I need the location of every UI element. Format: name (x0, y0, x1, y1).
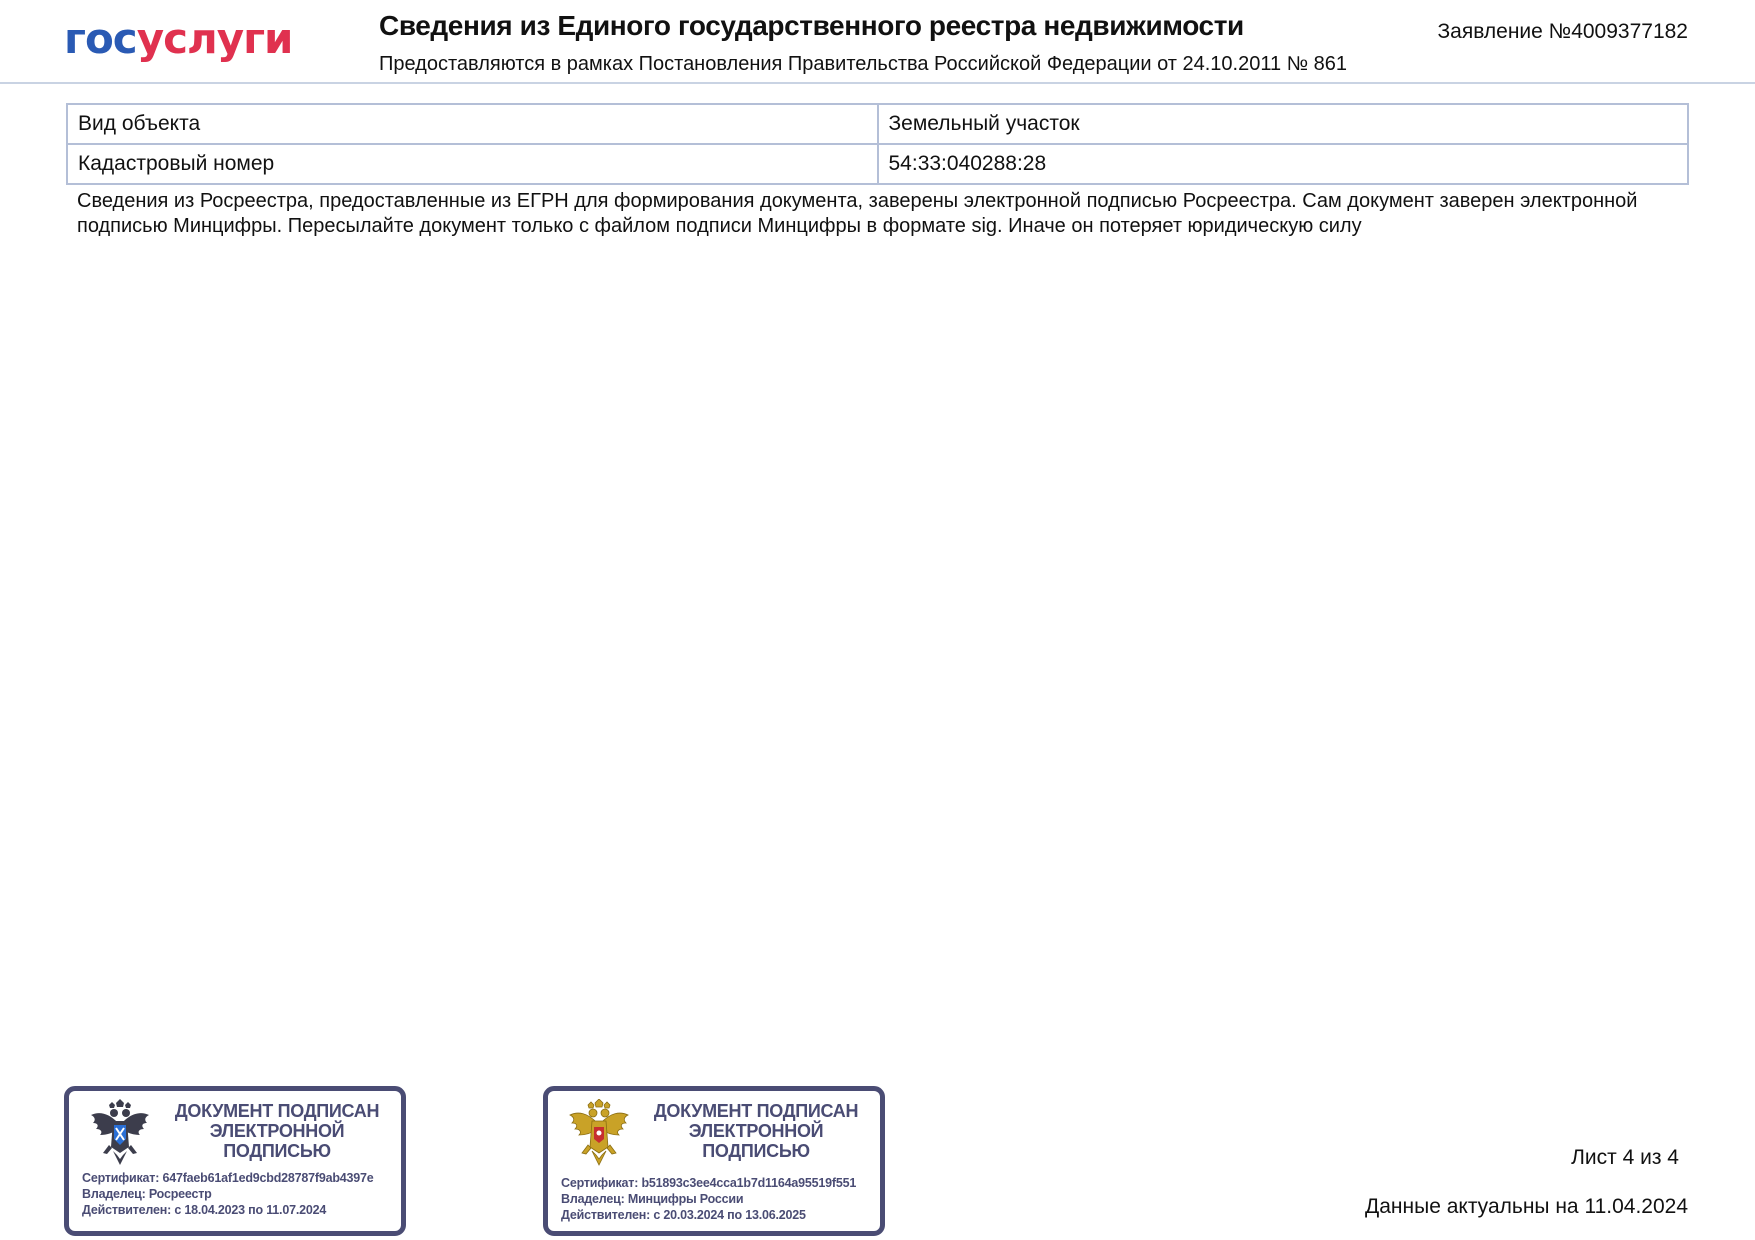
stamp-details (561, 1175, 856, 1223)
signature-stamp-rosreestr (64, 1086, 406, 1236)
stamp-owner: Владелец: Минцифры России (561, 1192, 744, 1206)
stamp-title: ДОКУМЕНТ ПОДПИСАН ЭЛЕКТРОННОЙ ПОДПИСЬЮ (174, 1101, 380, 1161)
russian-coat-of-arms-icon (566, 1099, 632, 1169)
stamp-validity: Действителен: с 20.03.2024 по 13.06.2025 (561, 1208, 806, 1222)
logo-part-gos: гос (64, 14, 137, 63)
stamp-certificate: Сертификат: 647faeb61af1ed9cbd28787f9ab4397e (82, 1171, 374, 1185)
table-cell-label: Кадастровый номер (67, 144, 878, 184)
document-header (0, 0, 1755, 84)
table-cell-label: Вид объекта (67, 104, 878, 144)
data-actual-date: Данные актуальны на 11.04.2024 (1365, 1195, 1688, 1218)
stamp-details (82, 1170, 374, 1218)
table-cell-value: 54:33:040288:28 (878, 144, 1689, 184)
stamp-certificate: Сертификат: b51893c3ee4cca1b7d1164a95519f551 (561, 1176, 857, 1190)
table-row (67, 144, 1688, 184)
signature-stamp-mintsifry (543, 1086, 885, 1236)
rosreestr-emblem-icon (87, 1099, 153, 1169)
signature-notice: Сведения из Росреестра, предоставленные из ЕГРН для формирования документа, заверены электронной подписью Росреестра. Сам документ заверен электронной подписью Минцифры. Пересылайте документ только с файлом подписи Минцифры в формате sig. Иначе он потеряет юридическую силу (77, 190, 1638, 237)
stamp-validity: Действителен: с 18.04.2023 по 11.07.2024 (82, 1203, 327, 1217)
document-title: Сведения из Единого государственного реестра недвижимости (379, 10, 1244, 41)
table-cell-value: Земельный участок (878, 104, 1689, 144)
page-number: Лист 4 из 4 (1571, 1146, 1679, 1169)
object-info-table (66, 103, 1689, 185)
table-row (67, 104, 1688, 144)
stamp-title: ДОКУМЕНТ ПОДПИСАН ЭЛЕКТРОННОЙ ПОДПИСЬЮ (653, 1101, 859, 1161)
application-number: Заявление №4009377182 (1437, 20, 1688, 43)
gosuslugi-logo (64, 10, 293, 68)
stamp-owner: Владелец: Росреестр (82, 1187, 212, 1201)
logo-part-uslugi: услуги (136, 14, 293, 63)
document-subtitle: Предоставляются в рамках Постановления Правительства Российской Федерации от 24.10.2011 № 861 (379, 53, 1348, 75)
